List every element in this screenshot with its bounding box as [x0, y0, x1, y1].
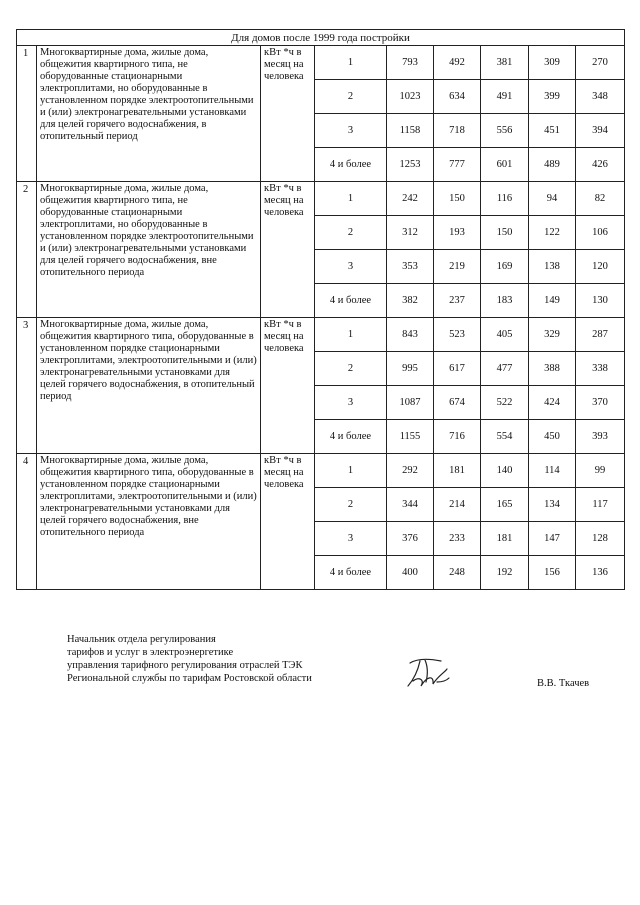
people-count: 4 и более [315, 556, 387, 590]
norm-value: 381 [481, 46, 529, 80]
norm-value: 181 [481, 522, 529, 556]
people-count: 1 [315, 182, 387, 216]
unit-of-measure: кВт *ч в месяц на человека [261, 318, 315, 454]
norm-value: 353 [387, 250, 434, 284]
norm-value: 348 [576, 80, 625, 114]
norm-value: 394 [576, 114, 625, 148]
norm-value: 309 [529, 46, 576, 80]
norm-value: 674 [434, 386, 481, 420]
people-count: 1 [315, 454, 387, 488]
row-number: 2 [17, 182, 37, 318]
norm-value: 82 [576, 182, 625, 216]
row-number: 1 [17, 46, 37, 182]
norm-value: 192 [481, 556, 529, 590]
table-row [17, 454, 625, 488]
norm-value: 122 [529, 216, 576, 250]
norm-value: 329 [529, 318, 576, 352]
norm-value: 292 [387, 454, 434, 488]
people-count: 3 [315, 250, 387, 284]
norm-value: 140 [481, 454, 529, 488]
norm-value: 214 [434, 488, 481, 522]
norm-value: 554 [481, 420, 529, 454]
table-row [17, 46, 625, 80]
unit-of-measure: кВт *ч в месяц на человека [261, 182, 315, 318]
norm-value: 99 [576, 454, 625, 488]
consumer-category: Многоквартирные дома, жилые дома, общежития квартирного типа, оборудованные в установленном порядке стационарными электроплитами, электроотопительными и (или) электронагревательными установками для целей горячего водоснабжения, в отопительный период [37, 318, 261, 454]
norm-value: 120 [576, 250, 625, 284]
norm-value: 150 [434, 182, 481, 216]
people-count: 3 [315, 386, 387, 420]
people-count: 2 [315, 80, 387, 114]
norm-value: 242 [387, 182, 434, 216]
norm-value: 424 [529, 386, 576, 420]
norm-value: 1158 [387, 114, 434, 148]
norm-value: 489 [529, 148, 576, 182]
norms-table [16, 29, 625, 590]
norm-value: 716 [434, 420, 481, 454]
norm-value: 477 [481, 352, 529, 386]
table-row [17, 182, 625, 216]
norm-value: 248 [434, 556, 481, 590]
signer-position-line: Региональной службы по тарифам Ростовской области [67, 673, 312, 684]
norm-value: 181 [434, 454, 481, 488]
norm-value: 136 [576, 556, 625, 590]
norm-value: 1155 [387, 420, 434, 454]
norm-value: 1253 [387, 148, 434, 182]
table-caption: Для домов после 1999 года постройки [17, 30, 625, 46]
norm-value: 134 [529, 488, 576, 522]
norm-value: 1023 [387, 80, 434, 114]
norm-value: 94 [529, 182, 576, 216]
norm-value: 523 [434, 318, 481, 352]
norm-value: 128 [576, 522, 625, 556]
norm-value: 843 [387, 318, 434, 352]
norm-value: 338 [576, 352, 625, 386]
handwritten-signature [404, 655, 452, 691]
norm-value: 634 [434, 80, 481, 114]
norm-value: 138 [529, 250, 576, 284]
people-count: 1 [315, 318, 387, 352]
people-count: 3 [315, 114, 387, 148]
norm-value: 270 [576, 46, 625, 80]
norm-value: 491 [481, 80, 529, 114]
norm-value: 219 [434, 250, 481, 284]
table-row [17, 318, 625, 352]
norm-value: 617 [434, 352, 481, 386]
norm-value: 116 [481, 182, 529, 216]
norm-value: 556 [481, 114, 529, 148]
consumer-category: Многоквартирные дома, жилые дома, общежития квартирного типа, оборудованные в установленном порядке стационарными электроплитами, электроотопительными и (или) электронагревательными установками для целей горячего водоснабжения, вне отопительного периода [37, 454, 261, 590]
norm-value: 156 [529, 556, 576, 590]
norm-value: 393 [576, 420, 625, 454]
norm-value: 400 [387, 556, 434, 590]
people-count: 4 и более [315, 420, 387, 454]
norm-value: 183 [481, 284, 529, 318]
norm-value: 312 [387, 216, 434, 250]
norm-value: 601 [481, 148, 529, 182]
norm-value: 451 [529, 114, 576, 148]
norm-value: 114 [529, 454, 576, 488]
norm-value: 450 [529, 420, 576, 454]
norm-value: 382 [387, 284, 434, 318]
norm-value: 237 [434, 284, 481, 318]
norm-value: 344 [387, 488, 434, 522]
norm-value: 1087 [387, 386, 434, 420]
norm-value: 492 [434, 46, 481, 80]
norm-value: 995 [387, 352, 434, 386]
people-count: 2 [315, 216, 387, 250]
norm-value: 793 [387, 46, 434, 80]
row-number: 3 [17, 318, 37, 454]
people-count: 2 [315, 488, 387, 522]
norm-value: 149 [529, 284, 576, 318]
norm-value: 193 [434, 216, 481, 250]
people-count: 4 и более [315, 284, 387, 318]
norm-value: 106 [576, 216, 625, 250]
norm-value: 399 [529, 80, 576, 114]
people-count: 4 и более [315, 148, 387, 182]
signature-block [67, 633, 312, 685]
norm-value: 777 [434, 148, 481, 182]
norm-value: 718 [434, 114, 481, 148]
signer-position-line: Начальник отдела регулирования [67, 634, 216, 645]
people-count: 1 [315, 46, 387, 80]
unit-of-measure: кВт *ч в месяц на человека [261, 46, 315, 182]
row-number: 4 [17, 454, 37, 590]
norm-value: 150 [481, 216, 529, 250]
consumer-category: Многоквартирные дома, жилые дома, общежития квартирного типа, не оборудованные стационарными электроплитами, но оборудованные в установленном порядке электроотопительными и (или) электронагревательными установками для целей горячего водоснабжения, в отопительный период [37, 46, 261, 182]
norm-value: 388 [529, 352, 576, 386]
signer-position-line: тарифов и услуг в электроэнергетике [67, 647, 234, 658]
signer-name: В.В. Ткачев [537, 678, 590, 689]
norm-value: 147 [529, 522, 576, 556]
people-count: 2 [315, 352, 387, 386]
norm-value: 117 [576, 488, 625, 522]
norm-value: 405 [481, 318, 529, 352]
signer-position-line: управления тарифного регулирования отраслей ТЭК [67, 660, 303, 671]
norm-value: 233 [434, 522, 481, 556]
norm-value: 287 [576, 318, 625, 352]
consumer-category: Многоквартирные дома, жилые дома, общежития квартирного типа, не оборудованные стационарными электроплитами, но оборудованные в установленном порядке электроотопительными и (или) электронагревательными установками для целей горячего водоснабжения, вне отопительного периода [37, 182, 261, 318]
unit-of-measure: кВт *ч в месяц на человека [261, 454, 315, 590]
norm-value: 165 [481, 488, 529, 522]
norm-value: 522 [481, 386, 529, 420]
norm-value: 426 [576, 148, 625, 182]
norm-value: 370 [576, 386, 625, 420]
norm-value: 130 [576, 284, 625, 318]
people-count: 3 [315, 522, 387, 556]
norm-value: 376 [387, 522, 434, 556]
norm-value: 169 [481, 250, 529, 284]
